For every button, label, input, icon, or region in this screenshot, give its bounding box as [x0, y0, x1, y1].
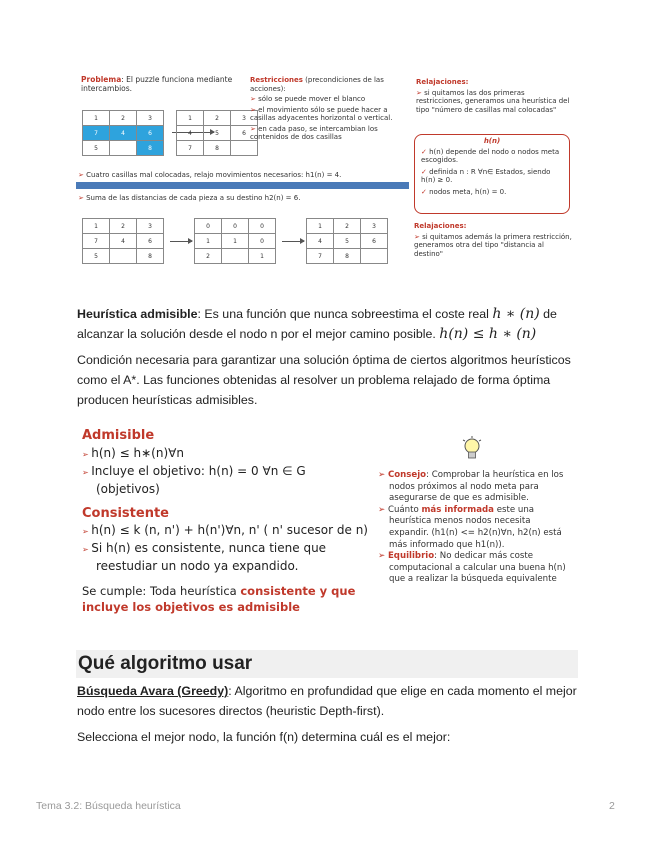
- puzzle-cell: 8: [204, 141, 231, 156]
- admisible-title: Admisible: [82, 428, 155, 443]
- puzzle-cell: 3: [361, 219, 388, 234]
- puzzle-cell: 5: [334, 234, 361, 249]
- puzzle-cell: 1: [307, 219, 334, 234]
- puzzle-cell: 7: [307, 249, 334, 264]
- puzzle-cell: 4: [177, 126, 204, 141]
- puzzle-cell: 6: [137, 126, 164, 141]
- term-heuristica-admisible: Heurística admisible: [77, 307, 198, 321]
- puzzle-start-grid: [82, 110, 164, 156]
- relajacion-item: si quitamos las dos primeras restricciones, generamos una heurística del tipo "número de casillas mal colocadas": [416, 88, 570, 114]
- puzzle-cell: 0: [249, 234, 276, 249]
- consejo-text: : Comprobar la heurística en los nodos próximos al nodo meta para asegurarse de que es admisible.: [389, 470, 564, 504]
- section-heading-bar: [76, 650, 578, 678]
- puzzle-cell: 1: [83, 111, 110, 126]
- puzzle-cell: 7: [83, 234, 110, 249]
- puzzle-cell: [361, 249, 388, 264]
- restriccion-item: el movimiento sólo se puede hacer a casillas adyacentes horizontal o vertical.: [250, 105, 393, 122]
- restriccion-item: en cada paso, se intercambian los contenidos de dos casillas: [250, 124, 378, 141]
- problema-label: Problema: [81, 75, 122, 84]
- puzzle-cell: 1: [83, 219, 110, 234]
- se-cumple: [82, 583, 382, 615]
- puzzle-cell: 2: [195, 249, 222, 264]
- arrow-icon: [170, 241, 192, 242]
- restricciones-title: Restricciones: [250, 76, 303, 84]
- page-number: 2: [609, 800, 615, 812]
- lightbulb-icon: [461, 436, 483, 464]
- puzzle-cell: 5: [204, 126, 231, 141]
- divider-bar: [76, 182, 409, 189]
- restriccion-item: sólo se puede mover el blanco: [258, 95, 366, 103]
- line-h1-text: Cuatro casillas mal colocadas, relajo movimientos necesarios: h1(n) = 4.: [86, 171, 342, 179]
- puzzle-cell: 6: [231, 126, 258, 141]
- puzzle-cell: 8: [137, 249, 164, 264]
- line-h2-text: Suma de las distancias de cada pieza a su destino h2(n) = 6.: [86, 194, 301, 202]
- puzzle-cell: 0: [222, 219, 249, 234]
- problema-desc: : El puzzle funciona mediante intercambios.: [81, 75, 233, 93]
- puzzle-cell: 3: [137, 219, 164, 234]
- paragraph-condicion: Condición necesaria para garantizar una solución óptima de ciertos algoritmos heurísticos como el A*. Las funciones obtenidas al resolver un problema relajado de forma óptima producen heurísticas admisibles.: [77, 353, 571, 407]
- hn-item: nodos meta, h(n) = 0.: [429, 187, 507, 196]
- informada-pre: Cuánto: [387, 504, 422, 515]
- puzzle-cell: 7: [177, 141, 204, 156]
- puzzle-cell: 5: [83, 249, 110, 264]
- paragraph-heuristica-admisible: [77, 304, 579, 344]
- puzzle-cell: 1: [195, 234, 222, 249]
- puzzle-cell: 8: [334, 249, 361, 264]
- admisible-list: ➢ h(n) ≤ h∗(n)∀n ➢ Incluye el objetivo: h(n) = 0 ∀n ∈ G (objetivos): [82, 446, 306, 496]
- informada-label: más informada: [421, 504, 494, 515]
- problema-text: [81, 76, 246, 93]
- puzzle-cell: 1: [249, 249, 276, 264]
- puzzle-cell: 4: [110, 126, 137, 141]
- puzzle-row2-a: [82, 218, 164, 264]
- hn-item: definida n : R ∀n∈ Estados, siendo h(n) ≥ 0.: [421, 167, 551, 184]
- math-inequality: h(n) ≤ h ∗ (n): [439, 326, 537, 342]
- puzzle-cell: 1: [222, 234, 249, 249]
- paragraph-busqueda-avara: [77, 681, 577, 721]
- puzzle-cell: 4: [307, 234, 334, 249]
- slide-image-admisible: [76, 424, 576, 624]
- p1-text: : Es una función que nunca sobreestima el coste real: [197, 307, 493, 321]
- consistente-list: ➢ h(n) ≤ k (n, n') + h(n')∀n, n' ( n' sucesor de n) ➢ Si h(n) es consistente, nunca tiene que reestudiar un nodo ya expandido.: [82, 523, 368, 573]
- puzzle-cell: 2: [334, 219, 361, 234]
- puzzle-cell: [222, 249, 249, 264]
- admisible-item: Incluye el objetivo: h(n) = 0 ∀n ∈ G (objetivos): [91, 464, 306, 496]
- puzzle-cell: 0: [195, 219, 222, 234]
- math-h-star: h ∗ (n): [492, 306, 540, 322]
- consistente-item: Si h(n) es consistente, nunca tiene que reestudiar un nodo ya expandido.: [91, 541, 327, 573]
- section-heading: Qué algoritmo usar: [78, 653, 253, 674]
- puzzle-cell: 3: [231, 111, 258, 126]
- line-h1: ➢ Cuatro casillas mal colocadas, relajo movimientos necesarios: h1(n) = 4.: [78, 171, 342, 179]
- equilibrio-text: : No dedicar más coste computacional a calcular una buena h(n) que a realizar la búsqueda equivalente: [389, 551, 566, 585]
- puzzle-goal-grid: [176, 110, 258, 156]
- admisible-item: h(n) ≤ h∗(n)∀n: [91, 446, 184, 460]
- puzzle-row2-c: [306, 218, 388, 264]
- consejo-label: Consejo: [387, 470, 427, 480]
- puzzle-cell: [231, 141, 258, 156]
- relajacion2-item: si quitamos además la primera restricción, generamos otra del tipo "distancia al destino": [414, 232, 572, 258]
- relajaciones-title: Relajaciones:: [416, 78, 469, 86]
- hn-box: h(n) ✓ h(n) depende del nodo o nodos meta escogidos. ✓ definida n : R ∀n∈ Estados, siendo h(n) ≥ 0. ✓ nodos meta, h(n) = 0.: [414, 134, 570, 214]
- puzzle-cell: [110, 249, 137, 264]
- slide-image-puzzle: [76, 72, 576, 272]
- puzzle-cell: 2: [204, 111, 231, 126]
- puzzle-cell: 0: [249, 219, 276, 234]
- puzzle-cell: 7: [83, 126, 110, 141]
- consistente-title: Consistente: [82, 506, 169, 521]
- p1-text2: de alcanzar la solución desde el nodo n por el mejor camino posible.: [77, 307, 557, 341]
- se-cumple-red: consistente y que incluye los objetivos es admisible: [82, 584, 356, 614]
- relajaciones-block: Relajaciones: ➢ si quitamos las dos primeras restricciones, generamos una heurística del tipo "número de casillas mal colocadas": [416, 78, 570, 114]
- restricciones-block: Restricciones (precondiciones de las acciones): ➢ sólo se puede mover el blanco ➢ el movimiento sólo se puede hacer a casillas adyacentes horizontal o vertical. ➢ en cada paso, se intercambian los contenidos de dos casillas: [250, 76, 393, 141]
- puzzle-cell: 5: [83, 141, 110, 156]
- equilibrio-label: Equilibrio: [387, 551, 435, 562]
- puzzle-cell: 3: [137, 111, 164, 126]
- puzzle-cell: [110, 141, 137, 156]
- puzzle-cell: 4: [110, 234, 137, 249]
- p3-text: : Algoritmo en profundidad que elige en cada momento el mejor nodo entre los sucesores directos (heuristic Depth-first).: [77, 684, 577, 718]
- puzzle-cell: 2: [110, 111, 137, 126]
- puzzle-row2-b: [194, 218, 276, 264]
- consistente-item: h(n) ≤ k (n, n') + h(n')∀n, n' ( n' sucesor de n): [91, 523, 368, 537]
- consejos-list: ➢ Consejo: Comprobar la heurística en los nodos próximos al nodo meta para asegurarse de que es admisible. ➢ Cuánto más informada este una heurística menos nodos necesita expandir. (h1(n) <= h2(n)∀n, h2(n) está más informado que h1(n)). ➢ Equilibrio: No dedicar más coste computacional a calcular una buena h(n) que a realizar la búsqueda equivalente: [378, 470, 566, 585]
- paragraph-selecciona: Selecciona el mejor nodo, la función f(n) determina cuál es el mejor:: [77, 730, 451, 744]
- se-cumple-text: Se cumple: Toda heurística: [82, 584, 241, 598]
- footer-title: Tema 3.2: Búsqueda heurística: [36, 800, 181, 812]
- puzzle-cell: 8: [137, 141, 164, 156]
- puzzle-cell: 6: [361, 234, 388, 249]
- term-busqueda-avara: Búsqueda Avara (Greedy): [77, 684, 229, 698]
- line-h2: ➢ Suma de las distancias de cada pieza a su destino h2(n) = 6.: [78, 194, 301, 202]
- informada-text: este una heurística menos nodos necesita expandir. (h1(n) <= h2(n)∀n, h2(n) está más informado que h1(n)).: [389, 504, 562, 550]
- restricciones-rest: (precondiciones de las acciones):: [250, 76, 384, 93]
- puzzle-cell: 1: [177, 111, 204, 126]
- relajaciones2-block: Relajaciones: ➢ si quitamos además la primera restricción, generamos otra del tipo "distancia al destino": [414, 222, 572, 258]
- arrow-icon: [282, 241, 304, 242]
- hn-title: h(n): [483, 137, 501, 145]
- puzzle-cell: 6: [137, 234, 164, 249]
- relajaciones2-title: Relajaciones:: [414, 222, 467, 230]
- hn-item: h(n) depende del nodo o nodos meta escogidos.: [421, 147, 560, 164]
- puzzle-cell: 2: [110, 219, 137, 234]
